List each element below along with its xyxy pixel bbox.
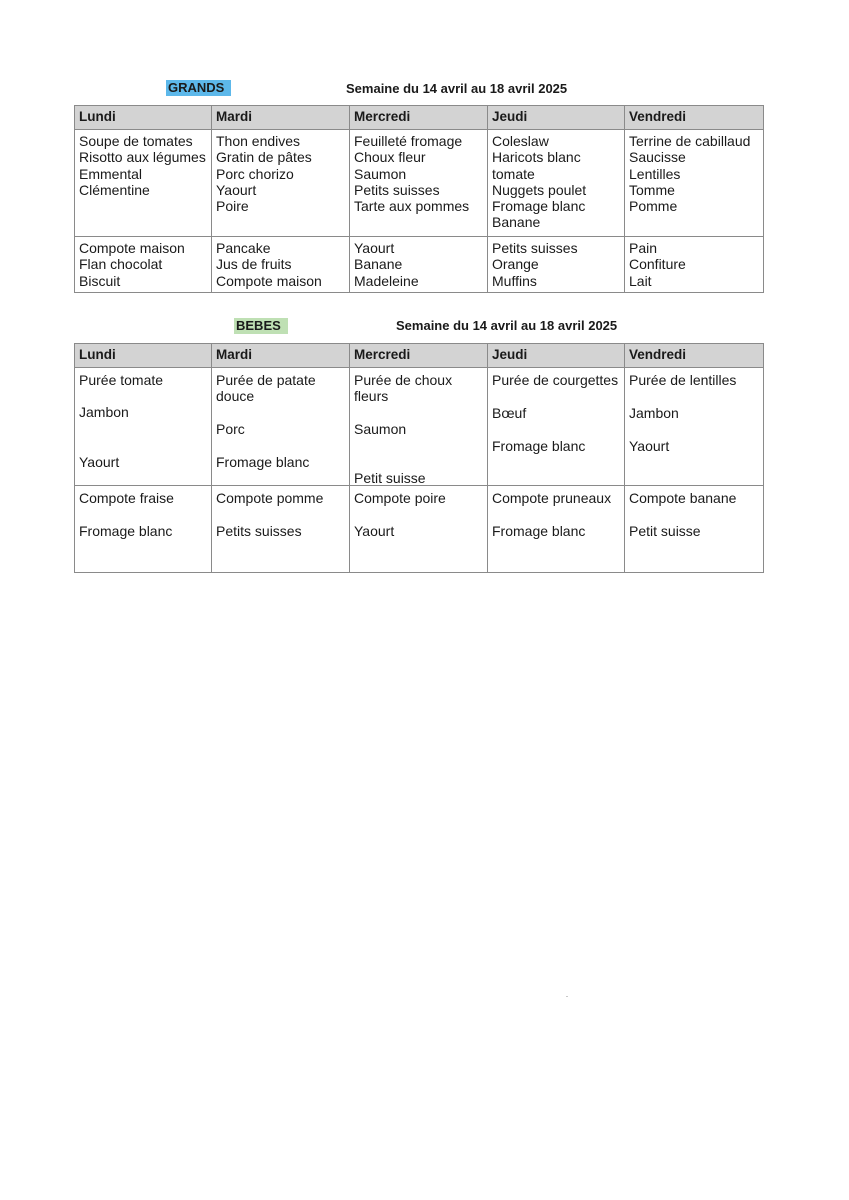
- menu-item: Flan chocolat: [79, 256, 163, 273]
- menu-item: Madeleine: [354, 272, 419, 289]
- menu-item: Compote pruneaux: [492, 490, 612, 506]
- menu-item: Gratin de pâtes: [216, 149, 312, 166]
- bebes-snack-mardi: [212, 486, 350, 573]
- menu-item: Biscuit: [79, 272, 121, 289]
- grands-badge: GRANDS: [166, 80, 231, 96]
- bebes-snack-row: [75, 486, 764, 573]
- bebes-lunch-mercredi: [350, 368, 488, 486]
- menu-item: Muffins: [492, 272, 537, 289]
- grands-lunch-row: [75, 130, 764, 237]
- menu-item: Petits suisses: [354, 181, 440, 198]
- menu-item: Compote banane: [629, 490, 737, 506]
- menu-item: Orange: [492, 256, 539, 273]
- bebes-snack-vendredi: [625, 486, 764, 573]
- menu-item: Yaourt: [216, 181, 257, 198]
- menu-item: Tomme: [629, 181, 675, 198]
- menu-item: Yaourt: [79, 454, 120, 470]
- grands-day-jeudi: Jeudi: [488, 106, 625, 130]
- menu-item: Compote fraise: [79, 490, 174, 506]
- menu-item: Feuilleté fromage: [354, 133, 463, 149]
- menu-item: Soupe de tomates: [79, 133, 193, 149]
- menu-item: Petits suisses: [492, 240, 578, 256]
- bebes-header: [0, 317, 849, 337]
- menu-item: Compote maison: [79, 240, 185, 256]
- menu-item: Haricots blanc: [492, 149, 581, 166]
- menu-item: Risotto aux légumes: [79, 149, 206, 166]
- grands-day-header-row: [75, 106, 764, 130]
- bebes-day-lundi: Lundi: [75, 344, 212, 368]
- menu-item: Thon endives: [216, 133, 301, 149]
- bebes-lunch-vendredi: [625, 368, 764, 486]
- menu-item: Emmental: [79, 165, 143, 182]
- grands-lunch-vendredi: [625, 130, 764, 237]
- bebes-snack-jeudi: [488, 486, 625, 573]
- grands-lunch-mercredi: [350, 130, 488, 237]
- menu-item: Confiture: [629, 256, 686, 273]
- bebes-snack-mercredi: [350, 486, 488, 573]
- menu-item: Compote poire: [354, 490, 446, 506]
- bebes-lunch-lundi: [75, 368, 212, 486]
- menu-item: Pomme: [629, 198, 678, 215]
- bebes-lunch-mardi: [212, 368, 350, 486]
- menu-item: Tarte aux pommes: [354, 198, 470, 215]
- menu-item: Banane: [354, 256, 403, 273]
- menu-item: Purée de courgettes: [492, 372, 619, 388]
- menu-item: Pancake: [216, 240, 271, 256]
- menu-item: Clémentine: [79, 181, 150, 198]
- menu-item: Yaourt: [354, 523, 395, 539]
- bebes-snack-lundi: [75, 486, 212, 573]
- grands-day-mardi: Mardi: [212, 106, 350, 130]
- grands-menu-table: [74, 105, 764, 293]
- menu-item: Compote maison: [216, 272, 322, 289]
- menu-item: Compote pomme: [216, 490, 324, 506]
- menu-item: Jambon: [79, 404, 129, 420]
- menu-item: Fromage blanc: [492, 523, 586, 539]
- menu-item: Poire: [216, 198, 249, 215]
- menu-item: Lentilles: [629, 165, 681, 182]
- menu-item: Nuggets poulet: [492, 181, 587, 198]
- menu-item: Petits suisses: [216, 523, 302, 539]
- grands-snack-lundi: [75, 237, 212, 293]
- menu-item: Jus de fruits: [216, 256, 292, 273]
- grands-day-vendredi: Vendredi: [625, 106, 764, 130]
- menu-item: Saucisse: [629, 149, 686, 166]
- menu-item: Yaourt: [629, 438, 670, 454]
- grands-day-mercredi: Mercredi: [350, 106, 488, 130]
- grands-day-lundi: Lundi: [75, 106, 212, 130]
- bebes-lunch-row: [75, 368, 764, 486]
- menu-item: Fromage blanc: [492, 438, 586, 454]
- bebes-week-title: Semaine du 14 avril au 18 avril 2025: [396, 318, 618, 333]
- grands-snack-mardi: [212, 237, 350, 293]
- menu-item: Purée tomate: [79, 372, 164, 388]
- bebes-day-mardi: Mardi: [212, 344, 350, 368]
- grands-lunch-mardi: [212, 130, 350, 237]
- grands-lunch-lundi: [75, 130, 212, 237]
- bebes-day-header-row: [75, 344, 764, 368]
- bebes-lunch-jeudi: [488, 368, 625, 486]
- menu-item: Saumon: [354, 421, 407, 437]
- bebes-badge: BEBES: [234, 318, 288, 334]
- menu-item: Petit suisse: [629, 523, 701, 539]
- bebes-day-mercredi: Mercredi: [350, 344, 488, 368]
- menu-item: Purée de choux fleurs: [354, 372, 453, 405]
- grands-snack-row: [75, 237, 764, 293]
- grands-week-title: Semaine du 14 avril au 18 avril 2025: [346, 81, 568, 96]
- menu-item: tomate: [492, 165, 535, 182]
- menu-item: Bœuf: [492, 405, 527, 421]
- grands-header: [0, 79, 849, 99]
- menu-item: Fromage blanc: [492, 198, 586, 215]
- scan-speck: [566, 996, 568, 997]
- grands-snack-vendredi: [625, 237, 764, 293]
- menu-item: Porc: [216, 421, 245, 437]
- menu-item: Coleslaw: [492, 133, 549, 149]
- menu-item: Yaourt: [354, 240, 395, 256]
- grands-lunch-jeudi: [488, 130, 625, 237]
- menu-item: Lait: [629, 272, 652, 289]
- menu-item: Fromage blanc: [216, 454, 310, 470]
- bebes-menu-table: [74, 343, 764, 573]
- grands-snack-mercredi: [350, 237, 488, 293]
- menu-item: Pain: [629, 240, 658, 256]
- menu-item: Petit suisse: [354, 470, 426, 486]
- menu-item: Porc chorizo: [216, 165, 294, 182]
- bebes-day-vendredi: Vendredi: [625, 344, 764, 368]
- menu-item: Banane: [492, 214, 541, 231]
- menu-item: Terrine de cabillaud: [629, 133, 751, 149]
- menu-item: Saumon: [354, 165, 407, 182]
- grands-snack-jeudi: [488, 237, 625, 293]
- menu-item: Choux fleur: [354, 149, 426, 166]
- menu-item: Purée de patate douce: [216, 372, 316, 405]
- bebes-day-jeudi: Jeudi: [488, 344, 625, 368]
- menu-item: Jambon: [629, 405, 679, 421]
- menu-item: Fromage blanc: [79, 523, 173, 539]
- menu-item: Purée de lentilles: [629, 372, 737, 388]
